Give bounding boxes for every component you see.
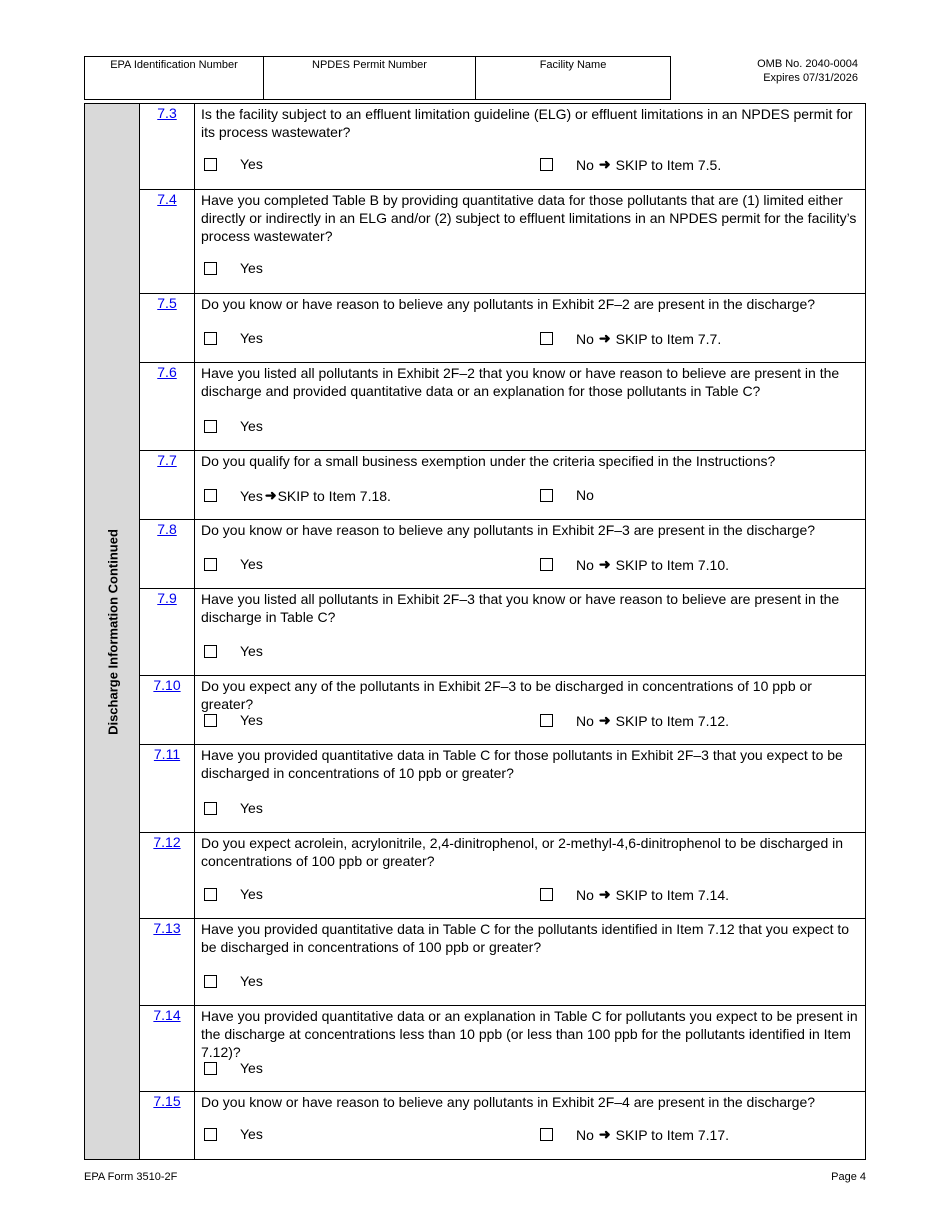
yes-label: Yes (240, 643, 263, 659)
option-7-13-yes (204, 973, 263, 989)
no-checkbox[interactable] (540, 888, 553, 901)
option-7-15-no (540, 1126, 729, 1143)
option-7-4-yes (204, 260, 263, 276)
question-7-14: Have you provided quantitative data or an explanation in Table C for pollutants you expect to be present in the discharge at concentrations less than 10 ppb (or less than 100 ppb for the pollutants identified in Item 7.12)? (201, 1008, 858, 1060)
question-7-4: Have you completed Table B by providing quantitative data for those pollutants that are (1) limited either directly or indirectly in an ELG and/or (2) subject to effluent limitations in an NPDES permit for the facility’s process wastewater? (201, 192, 857, 244)
section-sidebar (85, 104, 140, 1159)
item-row-7-3 (140, 104, 866, 190)
no-checkbox[interactable] (540, 1128, 553, 1141)
facility-name-label: Facility Name (539, 59, 607, 71)
no-label: No (576, 886, 594, 903)
no-checkbox[interactable] (540, 558, 553, 571)
skip-instruction: SKIP to Item 7.5. (615, 156, 722, 173)
yes-checkbox[interactable] (204, 262, 217, 275)
item-row-7-9 (140, 589, 866, 676)
arrow-right-icon: ➜ (598, 712, 611, 728)
option-7-9-yes (204, 643, 263, 659)
no-label: No (576, 330, 594, 347)
yes-label: Yes (240, 973, 263, 989)
yes-checkbox[interactable] (204, 489, 217, 502)
question-7-12: Do you expect acrolein, acrylonitrile, 2,4-dinitrophenol, or 2-methyl-4,6-dinitrophenol to be discharged in concentrations of 100 ppb or greater? (201, 835, 844, 869)
yes-checkbox[interactable] (204, 1128, 217, 1141)
question-7-13: Have you provided quantitative data in Table C for the pollutants identified in Item 7.12 that you expect to be discharged in concentrations of 100 ppb or greater? (201, 921, 850, 955)
question-7-11: Have you provided quantitative data in Table C for those pollutants in Exhibit 2F–3 that you expect to be discharged in concentrations of 10 ppb or greater? (201, 747, 843, 781)
item-link-7-15[interactable]: 7.15 (153, 1093, 181, 1109)
yes-label: Yes (240, 260, 263, 276)
yes-checkbox[interactable] (204, 158, 217, 171)
item-link-7-6[interactable]: 7.6 (157, 364, 177, 380)
item-row-7-8 (140, 520, 866, 589)
question-7-5: Do you know or have reason to believe any pollutants in Exhibit 2F–2 are present in the discharge? (201, 296, 816, 312)
option-7-7-no (540, 487, 594, 503)
discharge-info-table (84, 103, 866, 1160)
yes-checkbox[interactable] (204, 420, 217, 433)
yes-checkbox[interactable] (204, 802, 217, 815)
no-checkbox[interactable] (540, 489, 553, 502)
item-link-7-11[interactable]: 7.11 (153, 746, 181, 762)
item-link-7-4[interactable]: 7.4 (157, 191, 177, 207)
yes-label: Yes (240, 418, 263, 434)
question-7-7: Do you qualify for a small business exemption under the criteria specified in the Instructions? (201, 453, 776, 469)
yes-checkbox[interactable] (204, 975, 217, 988)
option-7-15-yes (204, 1126, 263, 1142)
item-row-7-12 (140, 833, 866, 919)
question-7-15: Do you know or have reason to believe any pollutants in Exhibit 2F–4 are present in the discharge? (201, 1094, 816, 1110)
option-7-3-yes (204, 156, 263, 172)
skip-instruction: SKIP to Item 7.17. (615, 1126, 730, 1143)
yes-label: Yes (240, 886, 263, 902)
arrow-right-icon: ➜ (598, 330, 611, 346)
skip-instruction: SKIP to Item 7.12. (615, 712, 730, 729)
skip-instruction: SKIP to Item 7.10. (615, 556, 730, 573)
question-7-9: Have you listed all pollutants in Exhibit 2F–3 that you know or have reason to believe are present in the discharge in Table C? (201, 591, 840, 625)
skip-instruction: SKIP to Item 7.7. (615, 330, 722, 347)
no-checkbox[interactable] (540, 714, 553, 727)
item-row-7-7 (140, 451, 866, 520)
no-checkbox[interactable] (540, 332, 553, 345)
option-7-12-no (540, 886, 729, 903)
item-row-7-13 (140, 919, 866, 1006)
no-label: No (576, 712, 594, 729)
item-link-7-9[interactable]: 7.9 (157, 590, 177, 606)
npdes-permit-field[interactable] (263, 56, 476, 100)
option-7-5-no (540, 330, 721, 347)
item-link-7-13[interactable]: 7.13 (153, 920, 181, 936)
arrow-right-icon: ➜ (598, 556, 611, 572)
yes-label: Yes (240, 1060, 263, 1076)
yes-label: Yes (240, 800, 263, 816)
yes-label: Yes (240, 156, 263, 172)
item-link-7-3[interactable]: 7.3 (157, 105, 177, 121)
option-7-5-yes (204, 330, 263, 346)
yes-checkbox[interactable] (204, 332, 217, 345)
yes-checkbox[interactable] (204, 1062, 217, 1075)
page-number: Page 4 (831, 1171, 866, 1183)
facility-name-field[interactable] (475, 56, 671, 100)
no-label: No (576, 556, 594, 573)
item-link-7-12[interactable]: 7.12 (153, 834, 181, 850)
yes-checkbox[interactable] (204, 714, 217, 727)
item-row-7-6 (140, 363, 866, 451)
yes-label: Yes (240, 556, 263, 572)
option-7-10-yes (204, 712, 263, 728)
option-7-7-yes (204, 487, 391, 504)
no-label: No (576, 487, 594, 503)
yes-label: Yes (240, 487, 263, 504)
question-7-3: Is the facility subject to an effluent limitation guideline (ELG) or effluent limitations in an NPDES permit for its process wastewater? (201, 106, 853, 140)
section-title: Discharge Information Continued (105, 529, 121, 735)
option-7-12-yes (204, 886, 263, 902)
arrow-right-icon: ➜ (598, 1126, 611, 1142)
item-link-7-14[interactable]: 7.14 (153, 1007, 181, 1023)
yes-checkbox[interactable] (204, 645, 217, 658)
option-7-8-yes (204, 556, 263, 572)
item-row-7-5 (140, 294, 866, 363)
option-7-14-yes (204, 1060, 263, 1076)
skip-instruction: SKIP to Item 7.18. (277, 487, 391, 504)
item-link-7-7[interactable]: 7.7 (157, 452, 177, 468)
item-row-7-4 (140, 190, 866, 294)
option-7-10-no (540, 712, 729, 729)
yes-label: Yes (240, 1126, 263, 1142)
omb-number: OMB No. 2040-0004 (757, 58, 858, 70)
omb-info (690, 57, 858, 85)
skip-instruction: SKIP to Item 7.14. (615, 886, 730, 903)
no-checkbox[interactable] (540, 158, 553, 171)
option-7-6-yes (204, 418, 263, 434)
arrow-right-icon: ➜ (598, 156, 611, 172)
yes-checkbox[interactable] (204, 558, 217, 571)
question-7-6: Have you listed all pollutants in Exhibit 2F–2 that you know or have reason to believe are present in the discharge and provided quantitative data or an explanation for those pollutants in Table C? (201, 365, 840, 399)
option-7-8-no (540, 556, 729, 573)
item-link-7-10[interactable]: 7.10 (153, 677, 181, 693)
option-7-3-no (540, 156, 721, 173)
option-7-11-yes (204, 800, 263, 816)
yes-label: Yes (240, 330, 263, 346)
item-link-7-8[interactable]: 7.8 (157, 521, 177, 537)
form-name: EPA Form 3510-2F (84, 1171, 178, 1183)
npdes-permit-label: NPDES Permit Number (312, 59, 427, 71)
item-row-7-10 (140, 676, 866, 745)
item-link-7-5[interactable]: 7.5 (157, 295, 177, 311)
epa-id-label: EPA Identification Number (110, 59, 238, 71)
arrow-right-icon: ➜ (598, 886, 611, 902)
epa-id-field[interactable] (84, 56, 264, 100)
arrow-right-icon: ➜ (264, 487, 277, 503)
yes-checkbox[interactable] (204, 888, 217, 901)
question-7-8: Do you know or have reason to believe any pollutants in Exhibit 2F–3 are present in the discharge? (201, 522, 816, 538)
yes-label: Yes (240, 712, 263, 728)
no-label: No (576, 156, 594, 173)
item-row-7-15 (140, 1092, 866, 1160)
no-label: No (576, 1126, 594, 1143)
item-row-7-14 (140, 1006, 866, 1092)
omb-expires: Expires 07/31/2026 (763, 72, 858, 84)
question-7-10: Do you expect any of the pollutants in Exhibit 2F–3 to be discharged in concentrations of 10 ppb or greater? (201, 678, 812, 712)
item-row-7-11 (140, 745, 866, 833)
